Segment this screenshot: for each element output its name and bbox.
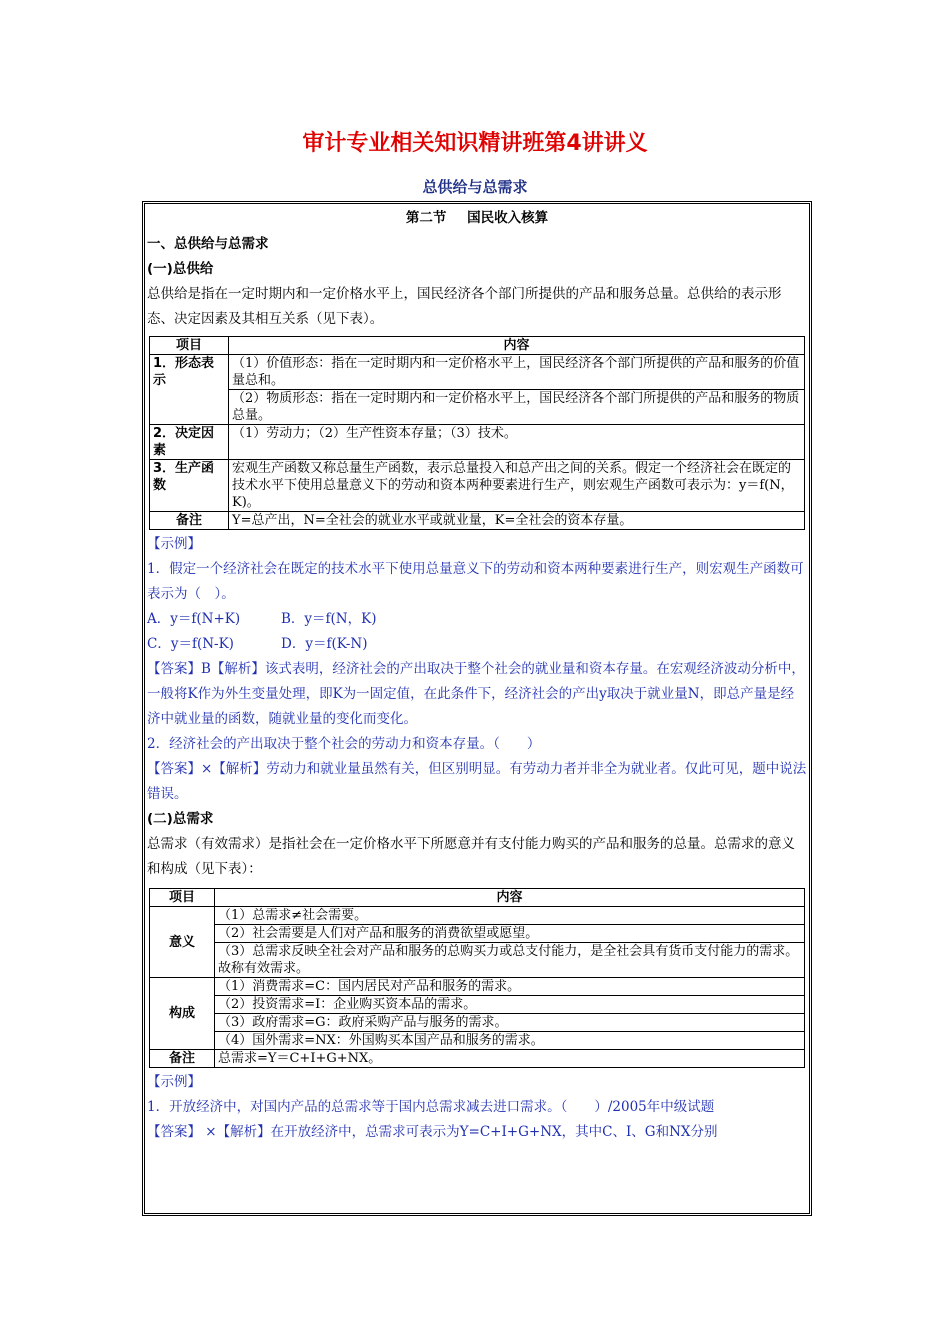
section-header bbox=[147, 206, 807, 232]
page-title: 审计专业相关知识精讲班第4讲讲义 bbox=[302, 131, 648, 156]
supply-row-label: 备注 bbox=[150, 512, 229, 530]
example-tag: 【示例】 bbox=[147, 536, 201, 552]
answer-2: 【答案】×【解析】劳动力和就业量虽然有关，但区别明显。有劳动力者并非全为就业者。仅此可见，题中说法错误。 bbox=[147, 761, 807, 802]
option-a: A．y＝f(N+K) bbox=[147, 611, 241, 627]
question-2: 2．经济社会的产出取决于整个社会的劳动力和资本存量。（ ） bbox=[147, 736, 541, 752]
demand-heading: (二)总需求 bbox=[147, 811, 214, 827]
demand-row-content: （1）总需求≠社会需要。 bbox=[215, 907, 805, 925]
supply-row-content: （1）价值形态：指在一定时期内和一定价格水平上，国民经济各个部门所提供的产品和服务的价值量总和。 bbox=[229, 355, 805, 390]
supply-row-content: 宏观生产函数又称总量生产函数，表示总量投入和总产出之间的关系。假定一个经济社会在既定的技术水平下使用总量意义下的劳动和资本两种要素进行生产，则宏观生产函数可表示为：y＝f(N，K)。 bbox=[229, 460, 805, 512]
supply-table bbox=[149, 336, 805, 530]
supply-row-label: 1．形态表示 bbox=[150, 355, 229, 425]
table-header-item: 项目 bbox=[150, 337, 229, 355]
demand-row-content: （3）总需求反映全社会对产品和服务的总购买力或总支付能力，是全社会具有货币支付能力的需求。故称有效需求。 bbox=[215, 943, 805, 978]
table-header-item: 项目 bbox=[150, 889, 215, 907]
demand-row-content: （1）消费需求=C：国内居民对产品和服务的需求。 bbox=[215, 978, 805, 996]
demand-group-label: 备注 bbox=[150, 1050, 215, 1068]
demand-row-content: （2）投资需求=I：企业购买资本品的需求。 bbox=[215, 996, 805, 1014]
demand-row-content: （3）政府需求=G：政府采购产品与服务的需求。 bbox=[215, 1014, 805, 1032]
supply-row-content: （2）物质形态：指在一定时期内和一定价格水平上，国民经济各个部门所提供的产品和服务的物质总量。 bbox=[229, 390, 805, 425]
table-header-content: 内容 bbox=[215, 889, 805, 907]
supply-row-content: Y=总产出，N=全社会的就业水平或就业量，K=全社会的资本存量。 bbox=[229, 512, 805, 530]
section-part: 第二节 bbox=[405, 210, 447, 226]
demand-definition: 总需求（有效需求）是指社会在一定价格水平下所愿意并有支付能力购买的产品和服务的总量。总需求的意义和构成（见下表）： bbox=[147, 836, 795, 877]
options-row-1 bbox=[147, 607, 807, 632]
options-row-2 bbox=[147, 632, 807, 657]
supply-row-label: 2．决定因素 bbox=[150, 425, 229, 460]
option-d: D．y＝f(K-N) bbox=[281, 636, 368, 652]
answer-1: 【答案】B【解析】该式表明，经济社会的产出取决于整个社会的就业量和资本存量。在宏观经济波动分析中，一般将K作为外生变量处理，即K为一固定值，在此条件下，经济社会的产出y取决于就业量N，即总产量是经济中就业量的函数，随就业量的变化而变化。 bbox=[147, 661, 805, 727]
demand-group-label: 意义 bbox=[150, 907, 215, 978]
question-1: 1．假定一个经济社会在既定的技术水平下使用总量意义下的劳动和资本两种要素进行生产，则宏观生产函数可表示为（ ）。 bbox=[147, 561, 804, 602]
supply-row-content: （1）劳动力；（2）生产性资本存量；（3）技术。 bbox=[229, 425, 805, 460]
page-subtitle: 总供给与总需求 bbox=[422, 178, 528, 196]
option-c: C．y＝f(N-K) bbox=[147, 636, 234, 652]
example-tag: 【示例】 bbox=[147, 1074, 201, 1090]
supply-heading: (一)总供给 bbox=[147, 261, 214, 277]
supply-row-label: 3．生产函数 bbox=[150, 460, 229, 512]
demand-group-label: 构成 bbox=[150, 978, 215, 1050]
question-1: 1．开放经济中，对国内产品的总需求等于国内总需求减去进口需求。（ ）/2005年中级试题 bbox=[147, 1099, 715, 1115]
demand-row-content: （4）国外需求=NX：外国购买本国产品和服务的需求。 bbox=[215, 1032, 805, 1050]
option-b: B．y＝f(N，K) bbox=[281, 611, 377, 627]
answer-1: 【答案】 ×【解析】在开放经济中，总需求可表示为Y=C+I+G+NX，其中C、I、G和NX分别 bbox=[147, 1124, 718, 1140]
heading-1: 一、总供给与总需求 bbox=[147, 236, 269, 252]
table-header-content: 内容 bbox=[229, 337, 805, 355]
supply-definition: 总供给是指在一定时期内和一定价格水平上，国民经济各个部门所提供的产品和服务总量。总供给的表示形态、决定因素及其相互关系（见下表）。 bbox=[147, 286, 782, 327]
demand-table bbox=[149, 888, 805, 1068]
section-name: 国民收入核算 bbox=[467, 210, 549, 226]
demand-row-content: （2）社会需要是人们对产品和服务的消费欲望或愿望。 bbox=[215, 925, 805, 943]
content-frame bbox=[144, 203, 810, 1214]
demand-row-content: 总需求=Y＝C+I+G+NX。 bbox=[215, 1050, 805, 1068]
